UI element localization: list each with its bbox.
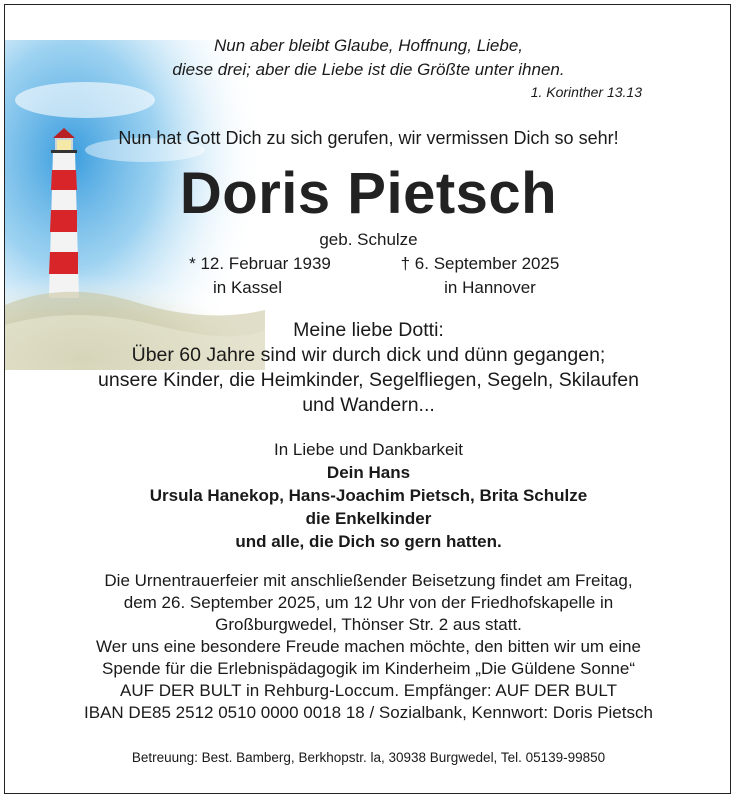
verse-reference: 1. Korinther 13.13 — [530, 84, 642, 100]
message-line: unsere Kinder, die Heimkinder, Segelfliegen, Segeln, Skilaufen — [98, 369, 639, 391]
verse-line-1: Nun aber bleibt Glaube, Hoffnung, Liebe, — [213, 36, 524, 55]
funeral-home-footer: Betreuung: Best. Bamberg, Berkhopstr. la, 30938 Burgwedel, Tel. 05139-99850 — [131, 750, 606, 765]
verse-line-2: diese drei; aber die Liebe ist die Größte unter ihnen. — [172, 60, 565, 79]
deceased-name: Doris Pietsch — [179, 161, 558, 226]
message — [0, 318, 737, 418]
ceremony-line: Spende für die Erlebnispädagogik im Kinderheim „Die Güldene Sonne“ — [102, 659, 635, 678]
death-place: in Hannover — [444, 278, 536, 297]
ceremony-line: Großburgwedel, Thönser Str. 2 aus statt. — [215, 615, 522, 634]
message-line: Über 60 Jahre sind wir durch dick und dünn gegangen; — [131, 344, 606, 366]
maiden-name: geb. Schulze — [319, 230, 418, 249]
message-line: und Wandern... — [302, 394, 435, 416]
mourner-name: die Enkelkinder — [305, 509, 432, 528]
ceremony-line: dem 26. September 2025, um 12 Uhr von der Friedhofskapelle in — [123, 593, 614, 612]
mourner-name: Ursula Hanekop, Hans-Joachim Pietsch, Brita Schulze — [149, 486, 588, 505]
birth-date: * 12. Februar 1939 — [189, 254, 331, 273]
mourners — [0, 438, 737, 553]
message-line: Meine liebe Dotti: — [293, 319, 444, 341]
death-date: † 6. September 2025 — [400, 254, 560, 273]
mourner-name: und alle, die Dich so gern hatten. — [235, 532, 502, 551]
ceremony-line: IBAN DE85 2512 0510 0000 0018 18 / Sozialbank, Kennwort: Doris Pietsch — [84, 703, 653, 722]
birth-place: in Kassel — [213, 278, 282, 297]
ceremony-line: Wer uns eine besondere Freude machen möchte, den bitten wir um eine — [96, 637, 641, 656]
ceremony-line: Die Urnentrauerfeier mit anschließender Beisetzung findet am Freitag, — [104, 571, 633, 590]
ceremony-info — [0, 570, 737, 724]
mourner-name: Dein Hans — [326, 463, 411, 482]
mourners-intro: In Liebe und Dankbarkeit — [273, 440, 464, 459]
intro-line: Nun hat Gott Dich zu sich gerufen, wir vermissen Dich so sehr! — [118, 128, 619, 148]
ceremony-line: AUF DER BULT in Rehburg-Loccum. Empfänger: AUF DER BULT — [120, 681, 617, 700]
